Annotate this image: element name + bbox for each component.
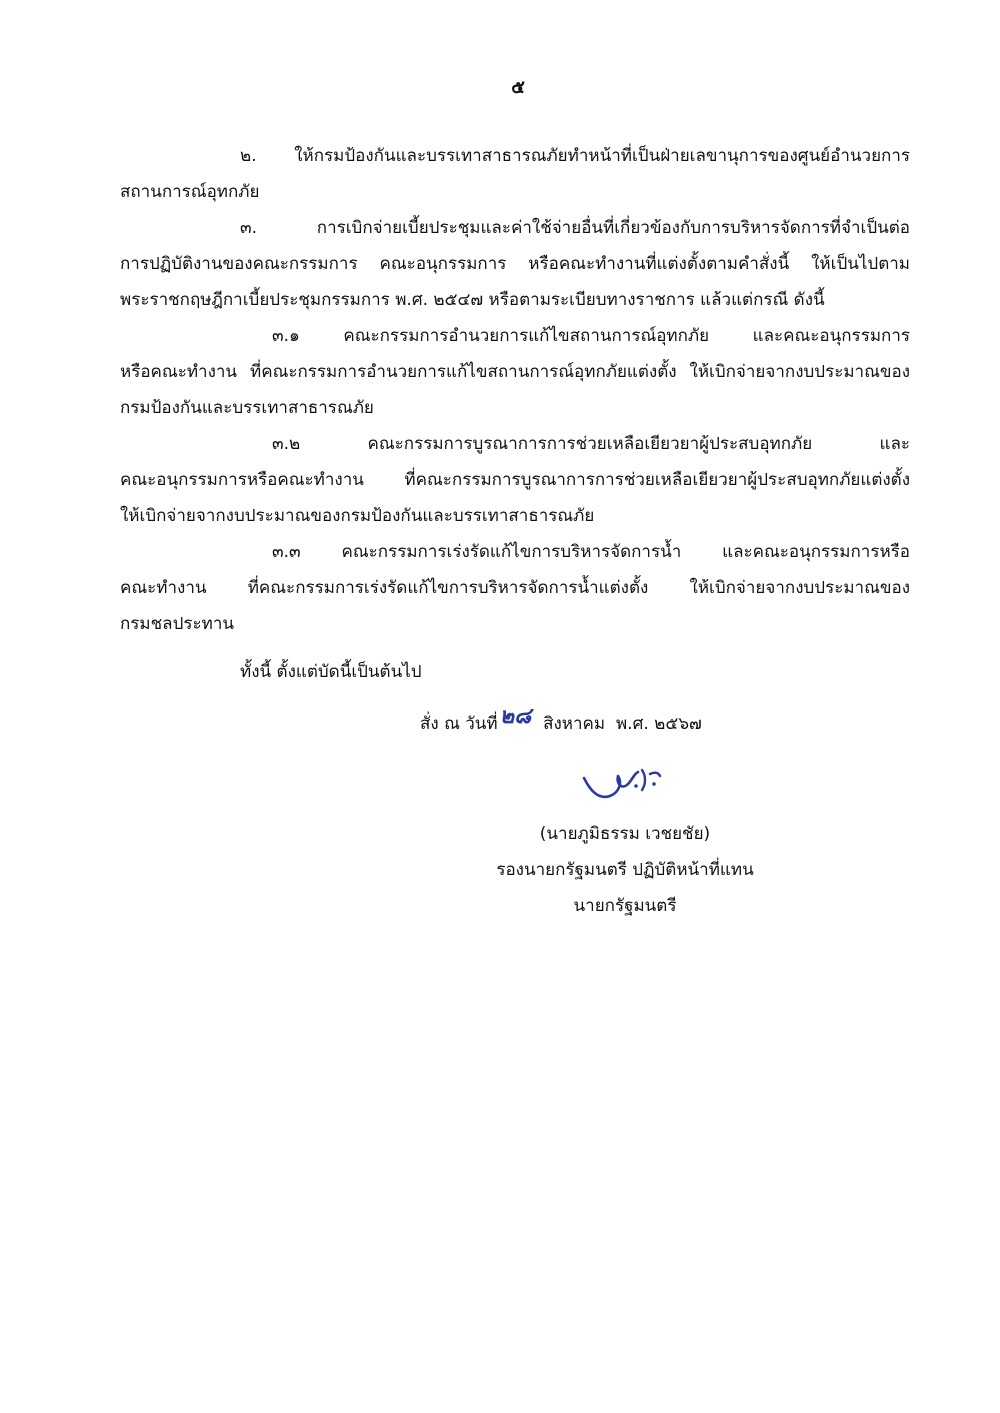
date-prefix: สั่ง ณ วันที่ bbox=[420, 714, 498, 734]
effective-date-clause: ทั้งนี้ ตั้งแต่บัดนี้เป็นต้นไป bbox=[240, 662, 422, 682]
paragraph-3-1-line-1: ๓.๑ คณะกรรมการอำนวยการแก้ไขสถานการณ์อุทกภัย และคณะอนุกรรมการ bbox=[272, 326, 910, 346]
signatory-position-line-2: นายกรัฐมนตรี bbox=[573, 896, 677, 916]
paragraph-3-3-line-2: คณะทำงาน ที่คณะกรรมการเร่งรัดแก้ไขการบริหารจัดการน้ำแต่งตั้ง ให้เบิกจ่ายจากงบประมาณของ bbox=[120, 578, 910, 598]
paragraph-3-2-line-1: ๓.๒ คณะกรรมการบูรณาการการช่วยเหลือเยียวยาผู้ประสบอุทกภัย และ bbox=[272, 434, 910, 454]
paragraph-3-line-3: พระราชกฤษฎีกาเบี้ยประชุมกรรมการ พ.ศ. ๒๕๔๗ หรือตามระเบียบทางราชการ แล้วแต่กรณี ดังนี้ bbox=[120, 290, 825, 310]
date-year: พ.ศ. ๒๕๖๗ bbox=[615, 714, 702, 734]
date-month: สิงหาคม bbox=[543, 714, 606, 734]
paragraph-3-2-line-2: คณะอนุกรรมการหรือคณะทำงาน ที่คณะกรรมการบูรณาการการช่วยเหลือเยียวยาผู้ประสบอุทกภัยแต่งตั้ง bbox=[120, 470, 910, 490]
signatory-name: (นายภูมิธรรม เวชยชัย) bbox=[539, 824, 711, 844]
paragraph-3-2-line-3: ให้เบิกจ่ายจากงบประมาณของกรมป้องกันและบรรเทาสาธารณภัย bbox=[120, 506, 595, 526]
paragraph-3-3-line-3: กรมชลประทาน bbox=[120, 614, 235, 634]
paragraph-3-1-line-2: หรือคณะทำงาน ที่คณะกรรมการอำนวยการแก้ไขสถานการณ์อุทกภัยแต่งตั้ง ให้เบิกจ่ายจากงบประมาณของ bbox=[120, 362, 910, 382]
order-date-line bbox=[420, 704, 702, 739]
paragraph-3-1-line-3: กรมป้องกันและบรรเทาสาธารณภัย bbox=[120, 398, 374, 418]
handwritten-signature bbox=[576, 760, 686, 810]
signatory-position: รองนายกรัฐมนตรี ปฏิบัติหน้าที่แทน bbox=[496, 860, 754, 880]
paragraph-3-3-line-1: ๓.๓ คณะกรรมการเร่งรัดแก้ไขการบริหารจัดการน้ำ และคณะอนุกรรมการหรือ bbox=[272, 542, 910, 562]
paragraph-3-line-2: การปฏิบัติงานของคณะกรรมการ คณะอนุกรรมการ หรือคณะทำงานที่แต่งตั้งตามคำสั่งนี้ ให้เป็นไปตาม bbox=[120, 254, 910, 274]
paragraph-2-line-1: ๒. ให้กรมป้องกันและบรรเทาสาธารณภัยทำหน้าที่เป็นฝ่ายเลขานุการของศูนย์อำนวยการ bbox=[240, 146, 910, 166]
paragraph-3-line-1: ๓. การเบิกจ่ายเบี้ยประชุมและค่าใช้จ่ายอื่นที่เกี่ยวข้องกับการบริหารจัดการที่จำเป็นต่อ bbox=[240, 218, 910, 238]
paragraph-2-line-2: สถานการณ์อุทกภัย bbox=[120, 182, 260, 202]
handwritten-day: ๒๘ bbox=[499, 704, 532, 729]
page-number: ๕ bbox=[511, 77, 525, 98]
